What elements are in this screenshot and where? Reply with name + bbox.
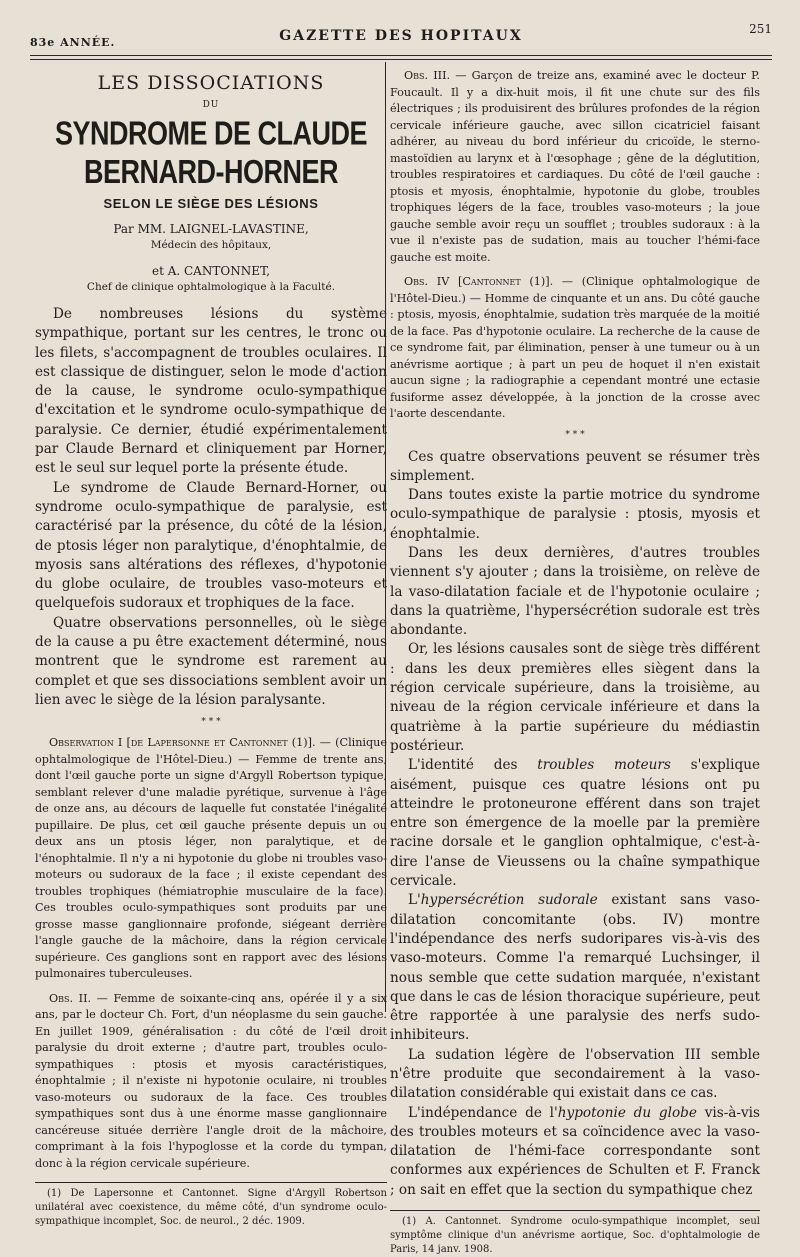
journal-title: GAZETTE DES HOPITAUX [279, 28, 523, 44]
summary-paragraph-5: L'identité des troubles moteurs s'explique aisément, puisque ces quatre lésions ont pu atteindre le protoneurone efférent dans son trajet entre son émergence de la moelle par la première racine dorsale et le ganglion ophtalmique, c'est-à-dire l'anse de Vieussens ou la chaîne sympathique cervicale. [390, 757, 760, 890]
term-hypersecretion: hypersécrétion sudorale [420, 892, 598, 909]
intro-paragraph-3: Quatre observations personnelles, où le siège de la cause a pu être exactement déterminé, nous montrent que le syndrome est rarement au complet et que ses dissociations semblent avoir un lien avec le siège de la lésion paralysante. [35, 614, 387, 708]
authors-line1: Par MM. LAIGNEL-LAVASTINE, [113, 222, 309, 236]
observation-3-text: — Garçon de treize ans, examiné avec le docteur P. Foucault. Il y a dix-huit mois, il fit une chute sur des fils électriques ; ils produisirent des brûlures profondes de la région cervicale inférieure gauche, avec sillon cicatriciel faisant adhérer, au niveau du bord inférieur du cricoïde, le sterno-mastoïdien au larynx et à l'œsophage ; gêne de la déglutition, troubles respiratoires et cardiaques. Du côté de l'œil gauche : ptosis et myosis, énophtalmie, hypotonie du globe, troubles trophiques légers de la face, troubles vaso-moteurs ; la joue gauche semble avoir reçu un soufflet ; troubles sudoraux : à la vue il n'existe pas de sudation, mais au toucher l'hémi-face gauche est moite. [390, 69, 760, 264]
observation-1 [35, 735, 387, 983]
header-rule-thin [30, 59, 772, 60]
term-troubles-moteurs: troubles moteurs [537, 757, 671, 774]
observation-3 [390, 68, 760, 266]
volume-year: 83e ANNÉE. [30, 36, 116, 49]
observation-4-text: — (Clinique ophtalmologique de l'Hôtel-Dieu.) — Homme de cinquante et un ans. Du côté gauche : ptosis, myosis, énophtalmie, sudation très marquée de la moitié de la face. Pas d'hypotonie oculaire. La recherche de la cause de ce syndrome fait, par élimination, penser à une tumeur ou à un anévrisme aortique ; à part un peu de hoquet il n'en existait aucun signe ; la radiographie a cependant montré une ectasie fusiforme assez développée, à la jonction de la crosse avec l'aorte descendante. [390, 275, 760, 420]
footnote-right: (1) A. Cantonnet. Syndrome oculo-sympathique incomplet, seul symptôme clinique d'un anévrisme aortique, Soc. d'ophtalmologie de Paris, 14 janv. 1908. [390, 1216, 760, 1256]
footnote-left: (1) De Lapersonne et Cantonnet. Signe d'Argyll Robertson unilatéral avec coexistence, du même côté, d'un syndrome oculo-sympathique incomplet, Soc. de neurol., 2 déc. 1909. [35, 1188, 387, 1228]
summary-paragraph-2: Dans toutes existe la partie motrice du syndrome oculo-sympathique de paralysie : ptosis, myosis et énophtalmie. [390, 487, 760, 542]
summary-paragraph-8: L'indépendance de l'hypotonie du globe vis-à-vis des troubles moteurs et sa coïncidence avec la vaso-dilatation de l'hémi-face correspondante sont conformes aux expériences de Schulten et F. Franck ; on sait en effet que la section du sympathique chez [390, 1104, 760, 1198]
left-column [35, 68, 387, 1229]
observation-2 [35, 991, 387, 1173]
observation-2-text: — Femme de soixante-cinq ans, opérée il y a six ans, par le docteur Ch. Fort, d'un néoplasme du sein gauche. En juillet 1909, généralisation : du côté de l'œil droit paralysie du droit externe ; d'autre part, troubles oculo-sympathiques : ptosis et myosis caractéristiques, énophtalmie ; il n'existe ni hypotonie oculaire, ni troubles vaso-moteurs ou sudoraux de la face. Ces troubles sympathiques sont dus à une énorme masse ganglionnaire cancéreuse située derrière l'angle droit de la mâchoire, comprimant à la fois l'hypoglosse et la corde du tympan, donc à la région cervicale supérieure. [35, 991, 387, 1170]
intro-paragraph-1: De nombreuses lésions du système sympathique, portant sur les centres, le tronc ou les filets, s'accompagnent de troubles oculaires. Il est classique de distinguer, selon le mode d'action de la cause, le syndrome oculo-sympathique d'excitation et le syndrome oculo-sympathique de paralysie. Ce dernier, étudié expérimentalement par Claude Bernard et cliniquement par Horner, est le seul sur lequel porte la présente étude. [35, 306, 387, 477]
article-subtitle: SELON LE SIÈGE DES LÉSIONS [103, 196, 319, 211]
summary-paragraph-1: Ces quatre observations peuvent se résumer très simplement. [390, 448, 760, 484]
authors-line4: Chef de clinique ophtalmologique à la Faculté. [86, 281, 336, 293]
observation-1-text: — (Clinique ophtalmologique de l'Hôtel-Dieu.) — Femme de trente ans, dont l'œil gauche porte un signe d'Argyll Robertson typique, semblant relever d'une maladie pyrétique, survenue à l'âge de onze ans, au décours de laquelle fut constatée l'inégalité pupillaire. De plus, cet œil gauche présente depuis un ou deux ans un ptosis léger, non paralytique, et de l'énophtalmie. Il n'y a ni hypotonie du globe ni troubles vaso-moteurs ou sudoraux de la face ; il existe cependant des troubles trophiques (hémiatrophie musculaire de la face). Ces troubles oculo-sympathiques sont produits par une grosse masse ganglionnaire profonde, siégeant derrière l'angle gauche de la mâchoire, dans la région cervicale supérieure. Ces ganglions sont en rapport avec des lésions pulmonaires tuberculeuses. [35, 736, 387, 981]
page-header [30, 22, 772, 50]
summary-paragraph-4: Or, les lésions causales sont de siège très différent : dans les deux premières elles siègent dans la région cervicale supérieure, dans la troisième, au niveau de la région cervicale inférieure et dans la quatrième à la partie supérieure du médiastin postérieur. [390, 641, 760, 754]
page-number: 251 [749, 22, 772, 36]
authors-line3: et A. CANTONNET, [151, 264, 271, 278]
authors-line2: Médecin des hôpitaux, [150, 239, 272, 251]
observation-2-label: Obs. II. [49, 991, 92, 1005]
article-title-main: SYNDROME DE CLAUDE BERNARD-HORNER [54, 114, 368, 191]
observation-4 [390, 274, 760, 423]
summary-paragraph-6: L'hypersécrétion sudorale existant sans vaso-dilatation concomitante (obs. IV) montre l'indépendance des nerfs sudoripares vis-à-vis des vaso-moteurs. Comme l'a remarqué Luchsinger, il nous semble que cette sudation marquée, n'existant que dans le cas de lésion thoracique supérieure, peut être rapportée à une paralysie des nerfs sudo-inhibiteurs. [390, 892, 760, 1044]
section-stars-right: * * * [565, 429, 585, 440]
term-hypotonie: hypotonie du globe [557, 1104, 697, 1121]
article-title-du: DU [202, 100, 220, 110]
right-column [390, 68, 760, 1257]
section-stars: * * * [201, 717, 221, 728]
summary-paragraph-7: La sudation légère de l'observation III semble n'être produite que secondairement à la vaso-dilatation considérable qui existait dans ce cas. [390, 1046, 760, 1102]
observation-1-label: Observation I [de Lapersonne et Cantonnet (1)]. [49, 736, 316, 750]
intro-paragraph-2: Le syndrome de Claude Bernard-Horner, ou syndrome oculo-sympathique de paralysie, est caractérisé par la présence, du côté de la lésion, de ptosis léger non paralytique, d'énophtalmie, de myosis sans altérations des réflexes, d'hypotonie du globe oculaire, de troubles vaso-moteurs et quelquefois sudoraux et trophiques de la face. [35, 479, 387, 612]
header-rule [30, 55, 772, 56]
observation-3-label: Obs. III. [404, 69, 451, 82]
article-title-line1: LES DISSOCIATIONS [97, 72, 325, 94]
summary-paragraph-3: Dans les deux dernières, d'autres troubles viennent s'y ajouter ; dans la troisième, on relève de la vaso-dilatation faciale et de l'hypotonie oculaire ; dans la quatrième, l'hypersécrétion sudorale est très abondante. [390, 544, 760, 639]
observation-4-label: Obs. IV [Cantonnet (1)]. [404, 275, 554, 288]
